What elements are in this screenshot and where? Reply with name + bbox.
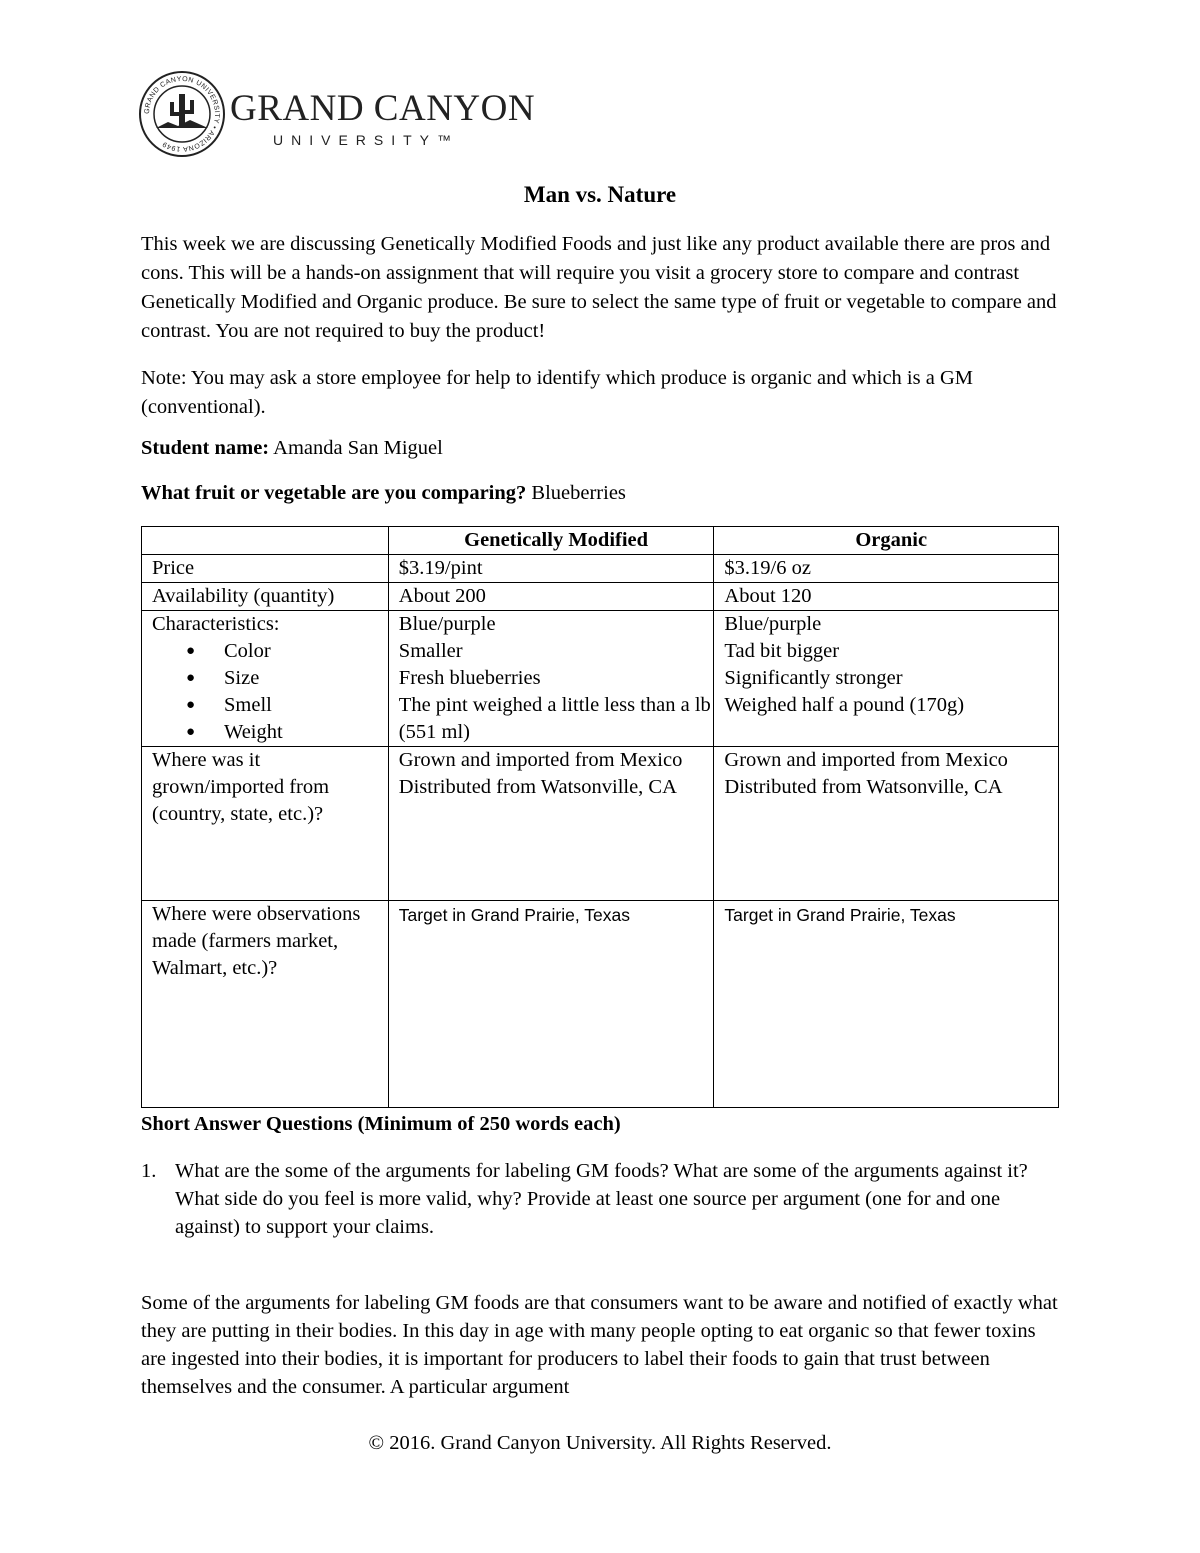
comparing-value: Blueberries <box>531 482 626 504</box>
bullet-item-size: ● Size <box>186 665 388 692</box>
price-gm: $3.19/pint <box>388 555 714 583</box>
row-label-grown: Where was it grown/imported from (country, state, etc.)? <box>142 747 389 901</box>
grown-organic <box>714 747 1059 901</box>
row-label-observations: Where were observations made (farmers market, Walmart, etc.)? <box>142 901 389 1108</box>
organic-weight: Weighed half a pound (170g) <box>724 694 965 716</box>
student-name-value: Amanda San Miguel <box>273 437 443 459</box>
table-row-price <box>142 555 1059 583</box>
intro-paragraph: This week we are discussing Genetically Modified Foods and just like any product available there are pros and cons. This will be a hands-on assignment that will require you visit a grocery store to compare and contrast Genetically Modified and Organic produce. Be sure to select the same type of fruit or vegetable to compare and contrast. You are not required to buy the product! <box>141 233 1057 342</box>
note-paragraph: Note: You may ask a store employee for help to identify which produce is organic and which is a GM (conventional). <box>141 367 973 418</box>
university-seal-icon <box>138 70 226 158</box>
gm-size: Smaller <box>398 640 463 662</box>
header-cell-organic: Organic <box>714 527 1059 555</box>
characteristics-gm <box>388 611 714 747</box>
gm-weight: The pint weighed a little less than a lb (551 ml) <box>398 694 711 743</box>
header-cell-gm: Genetically Modified <box>388 527 714 555</box>
table-row-observations <box>142 901 1059 1108</box>
logo-wordmark: GRAND CANYON <box>230 88 536 129</box>
grown-organic-origin: Grown and imported from Mexico <box>724 749 1008 771</box>
row-label-price: Price <box>142 555 389 583</box>
characteristics-bullet-list <box>152 638 388 746</box>
gm-smell: Fresh blueberries <box>398 667 541 689</box>
comparing-line <box>141 482 626 505</box>
logo-subword: UNIVERSITY™ <box>273 132 460 148</box>
header-cell-empty <box>142 527 389 555</box>
seal-text: GRAND CANYON UNIVERSITY • ARIZONA 1949 <box>143 75 221 153</box>
student-name-label: Student name: <box>141 437 270 459</box>
copyright-footer: © 2016. Grand Canyon University. All Rights Reserved. <box>368 1432 832 1454</box>
table-row-availability <box>142 583 1059 611</box>
answer-paragraph: Some of the arguments for labeling GM foods are that consumers want to be aware and notified of exactly what they are putting in their bodies. In this day in age with many people opting to eat organic so that fewer toxins are ingested into their bodies, it is important for producers to label their foods to gain that trust between themselves and the consumer. A particular argument <box>141 1292 1058 1398</box>
student-name-line <box>141 437 443 460</box>
price-organic: $3.19/6 oz <box>714 555 1059 583</box>
characteristics-label: Characteristics: <box>152 613 280 635</box>
organic-color: Blue/purple <box>724 613 822 635</box>
table-row-grown <box>142 747 1059 901</box>
page-title: Man vs. Nature <box>523 182 677 207</box>
row-label-characteristics <box>142 611 389 747</box>
availability-organic: About 120 <box>714 583 1059 611</box>
grown-gm-origin: Grown and imported from Mexico <box>398 749 683 771</box>
bullet-item-color: ● Color <box>186 638 388 665</box>
university-logo <box>138 70 536 158</box>
comparing-label: What fruit or vegetable are you comparing? <box>141 482 527 504</box>
question-1-text: What are the some of the arguments for labeling GM foods? What are some of the arguments against it? What side do you feel is more valid, why? Provide at least one source per argument (one for and one against) to support your claims. <box>175 1160 1028 1238</box>
bullet-item-weight: ● Weight <box>186 719 388 746</box>
grown-gm <box>388 747 714 901</box>
organic-smell: Significantly stronger <box>724 667 903 689</box>
observed-gm: Target in Grand Prairie, Texas <box>388 901 714 1108</box>
comparison-table <box>141 526 1059 1108</box>
table-row-characteristics <box>142 611 1059 747</box>
gm-color: Blue/purple <box>398 613 496 635</box>
organic-size: Tad bit bigger <box>724 640 840 662</box>
characteristics-organic <box>714 611 1059 747</box>
availability-gm: About 200 <box>388 583 714 611</box>
row-label-availability: Availability (quantity) <box>142 583 389 611</box>
observed-organic: Target in Grand Prairie, Texas <box>714 901 1059 1108</box>
question-1-number: 1. <box>141 1160 157 1182</box>
bullet-item-smell: ● Smell <box>186 692 388 719</box>
short-answer-title: Short Answer Questions (Minimum of 250 words each) <box>141 1113 621 1135</box>
table-header-row <box>142 527 1059 555</box>
grown-gm-distribution: Distributed from Watsonville, CA <box>398 776 677 798</box>
grown-organic-distribution: Distributed from Watsonville, CA <box>724 776 1003 798</box>
